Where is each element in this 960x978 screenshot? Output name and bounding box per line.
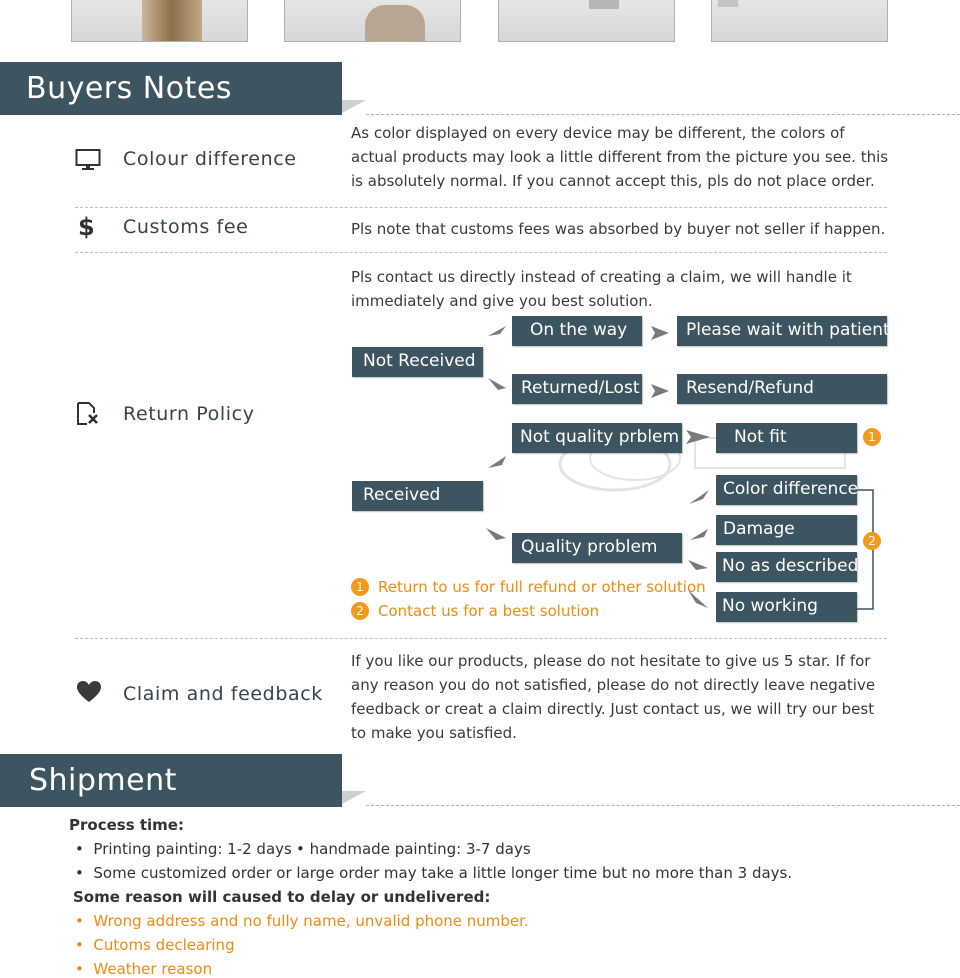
file-x-icon: [75, 401, 101, 427]
thumbnail-image-detail: [589, 0, 619, 9]
flow-node-returned-lost: Returned/Lost: [512, 374, 642, 404]
arrow-icon: [690, 529, 708, 540]
handmade-time: handmade painting: 3-7 days: [309, 840, 531, 858]
process-handmade: [296, 840, 531, 858]
legend-text-2: Contact us for a best solution: [378, 602, 600, 620]
delay-reason-1: [75, 912, 529, 930]
product-thumbnail[interactable]: [498, 0, 675, 42]
flow-node-not-received: Not Received: [352, 347, 483, 377]
thumbnail-image-detail: [365, 5, 425, 42]
flow-arrows: [480, 318, 720, 618]
banner-fold: [342, 791, 366, 804]
flow-node-not-quality: Not quality prblem: [512, 423, 682, 453]
printing-time: Printing painting: 1-2 days: [93, 840, 292, 858]
section-title-shipment: Shipment: [0, 754, 342, 807]
bullet: •: [296, 840, 305, 858]
arrow-icon: [651, 384, 669, 398]
section-title-buyers-notes: Buyers Notes: [0, 62, 342, 115]
group-bracket: [856, 489, 876, 611]
arrow-icon: [486, 528, 506, 540]
flow-node-no-described: No as described: [716, 552, 857, 582]
delay-reasons-title: Some reason will caused to delay or undelivered:: [73, 888, 491, 906]
arrow-icon: [688, 560, 708, 570]
bullet: •: [75, 912, 84, 930]
delay-reason-3: [75, 960, 212, 978]
bullet: •: [75, 960, 84, 978]
note-text-customs: Pls note that customs fees was absorbed by buyer not seller if happen.: [351, 220, 886, 238]
reason-text: Cutoms declearing: [93, 936, 235, 954]
arrow-icon: [651, 326, 669, 340]
note-text-claim: If you like our products, please do not hesitate to give us 5 star. If for any reason you do not satisfied, please do not directly leave negative feedback or creat a claim directly. Just contact us, we will try our best to make you satisfied.: [351, 652, 876, 742]
note-text-colour: As color displayed on every device may be different, the colors of actual products may look a little different from the picture you see. this is absolutely normal. If you cannot accept this, pls do not place order.: [351, 124, 889, 190]
banner-fold: [342, 100, 366, 113]
note-text-return: Pls contact us directly instead of creating a claim, we will handle it immediately and give you best solution.: [351, 268, 852, 310]
reason-text: Wrong address and no fully name, unvalid phone number.: [93, 912, 529, 930]
monitor-icon: [75, 147, 101, 173]
arrow-icon: [488, 326, 506, 336]
arrow-icon: [686, 430, 710, 444]
legend-badge-2: 2: [351, 602, 369, 620]
badge-1: 1: [863, 428, 881, 446]
arrow-icon: [488, 456, 506, 468]
process-custom-order: [75, 864, 792, 882]
note-label-claim: Claim and feedback: [123, 683, 323, 705]
flow-node-received: Received: [352, 481, 483, 511]
bullet: •: [75, 840, 84, 858]
flow-node-quality-problem: Quality problem: [512, 533, 682, 563]
flow-node-on-the-way: On the way: [512, 316, 642, 346]
flow-node-damage: Damage: [716, 515, 857, 545]
note-label-return: Return Policy: [123, 403, 255, 425]
flow-node-color-difference: Color difference: [716, 475, 857, 505]
bullet: •: [75, 936, 84, 954]
flow-node-not-fit: Not fit: [716, 423, 857, 453]
arrow-icon: [488, 378, 506, 390]
process-printing: [75, 840, 292, 858]
legend-text-1: Return to us for full refund or other solution: [378, 578, 706, 596]
process-time-title: Process time:: [69, 816, 184, 834]
flow-node-wait: Please wait with patient: [677, 316, 887, 346]
banner-divider: [366, 805, 960, 806]
product-thumbnail[interactable]: [71, 0, 248, 42]
divider: [75, 207, 887, 208]
note-label-customs: Customs fee: [123, 216, 249, 238]
thumbnail-image-detail: [142, 0, 202, 42]
product-thumbnail[interactable]: [284, 0, 461, 42]
note-label-colour: Colour difference: [123, 148, 297, 170]
legend-badge-1: 1: [351, 578, 369, 596]
custom-order-text: Some customized order or large order may take a little longer time but no more than 3 days.: [93, 864, 793, 882]
divider: [75, 638, 887, 639]
thumbnail-image-detail: [718, 0, 738, 7]
badge-2: 2: [863, 532, 881, 550]
flow-node-resend-refund: Resend/Refund: [677, 374, 887, 404]
bullet: •: [75, 864, 84, 882]
banner-divider: [366, 114, 960, 115]
reason-text: Weather reason: [93, 960, 213, 978]
delay-reason-2: [75, 936, 235, 954]
arrow-icon: [689, 490, 709, 504]
heart-icon: [76, 680, 102, 706]
product-thumbnail[interactable]: [711, 0, 888, 42]
divider: [75, 252, 887, 253]
flow-node-no-working: No working: [716, 592, 857, 622]
dollar-icon: $: [78, 213, 95, 241]
